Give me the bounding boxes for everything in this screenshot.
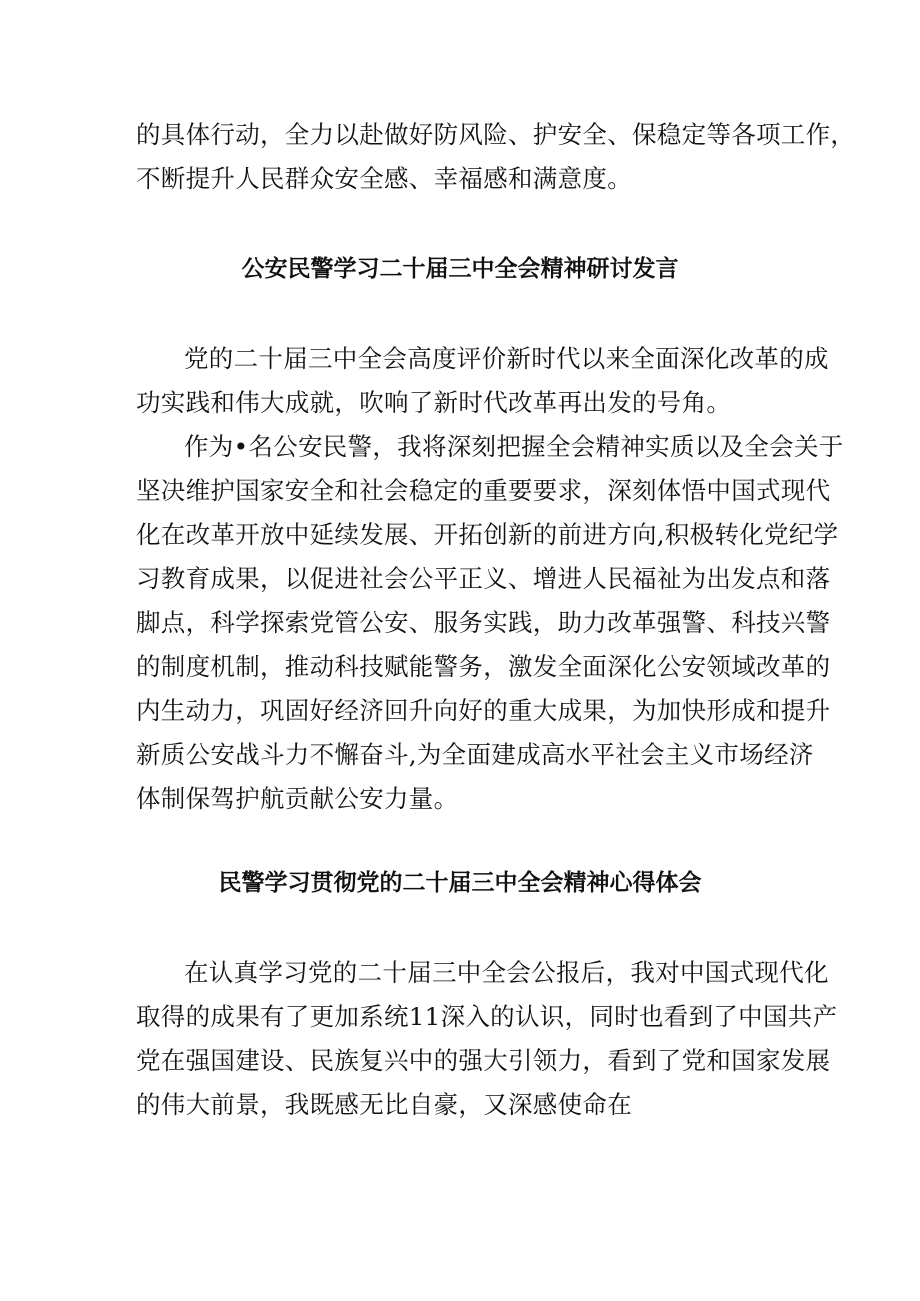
paragraph-line: 党的二十届三中全会高度评价新时代以来全面深化改革的成 [184,344,829,373]
section-2-title: 民警学习贯彻党的二十届三中全会精神心得体会 [218,870,702,896]
paragraph-line: 习教育成果，以促进社会公平正义、增进人民福祉为出发点和落 [136,564,831,593]
paragraph-line: 取得的成果有了更加系统11深入的认识，同时也看到了中国共产 [136,1002,838,1031]
paragraph-line: 体制保驾护航贡献公安力量。 [136,784,459,813]
paragraph-line: 的制度机制，推动科技赋能警务，激发全面深化公安领域改革的 [136,652,831,681]
paragraph-line: 化在改革开放中延续发展、开拓创新的前进方向,积极转化党纪学 [136,520,839,549]
paragraph-line: 新质公安战斗力不懈奋斗,为全面建成高水平社会主义市场经济 [136,740,814,769]
intro-line: 不断提升人民群众安全感、幸福感和满意度。 [136,164,632,193]
paragraph-line: 内生动力，巩固好经济回升向好的重大成果，为加快形成和提升 [136,696,831,725]
paragraph-line: 党在强国建设、民族复兴中的强大引领力，看到了党和国家发展 [136,1046,831,1075]
paragraph-line: 脚点，科学探索党管公安、服务实践，助力改革强警、科技兴警 [136,608,831,637]
paragraph-line: 在认真学习党的二十届三中全会公报后，我对中国式现代化 [184,958,829,987]
section-1-title: 公安民警学习二十届三中全会精神研讨发言 [241,256,679,282]
paragraph-line: 作为•名公安民警，我将深刻把握全会精神实质以及全会关于 [184,432,844,461]
paragraph-line: 的伟大前景，我既感无比自豪，又深感使命在 [136,1090,632,1119]
intro-line: 的具体行动，全力以赴做好防风险、护安全、保稳定等各项工作， [136,120,856,149]
paragraph-line: 坚决维护国家安全和社会稳定的重要要求，深刻体悟中国式现代 [136,476,831,505]
paragraph-line: 功实践和伟大成就，吹响了新时代改革再出发的号角。 [136,388,732,417]
